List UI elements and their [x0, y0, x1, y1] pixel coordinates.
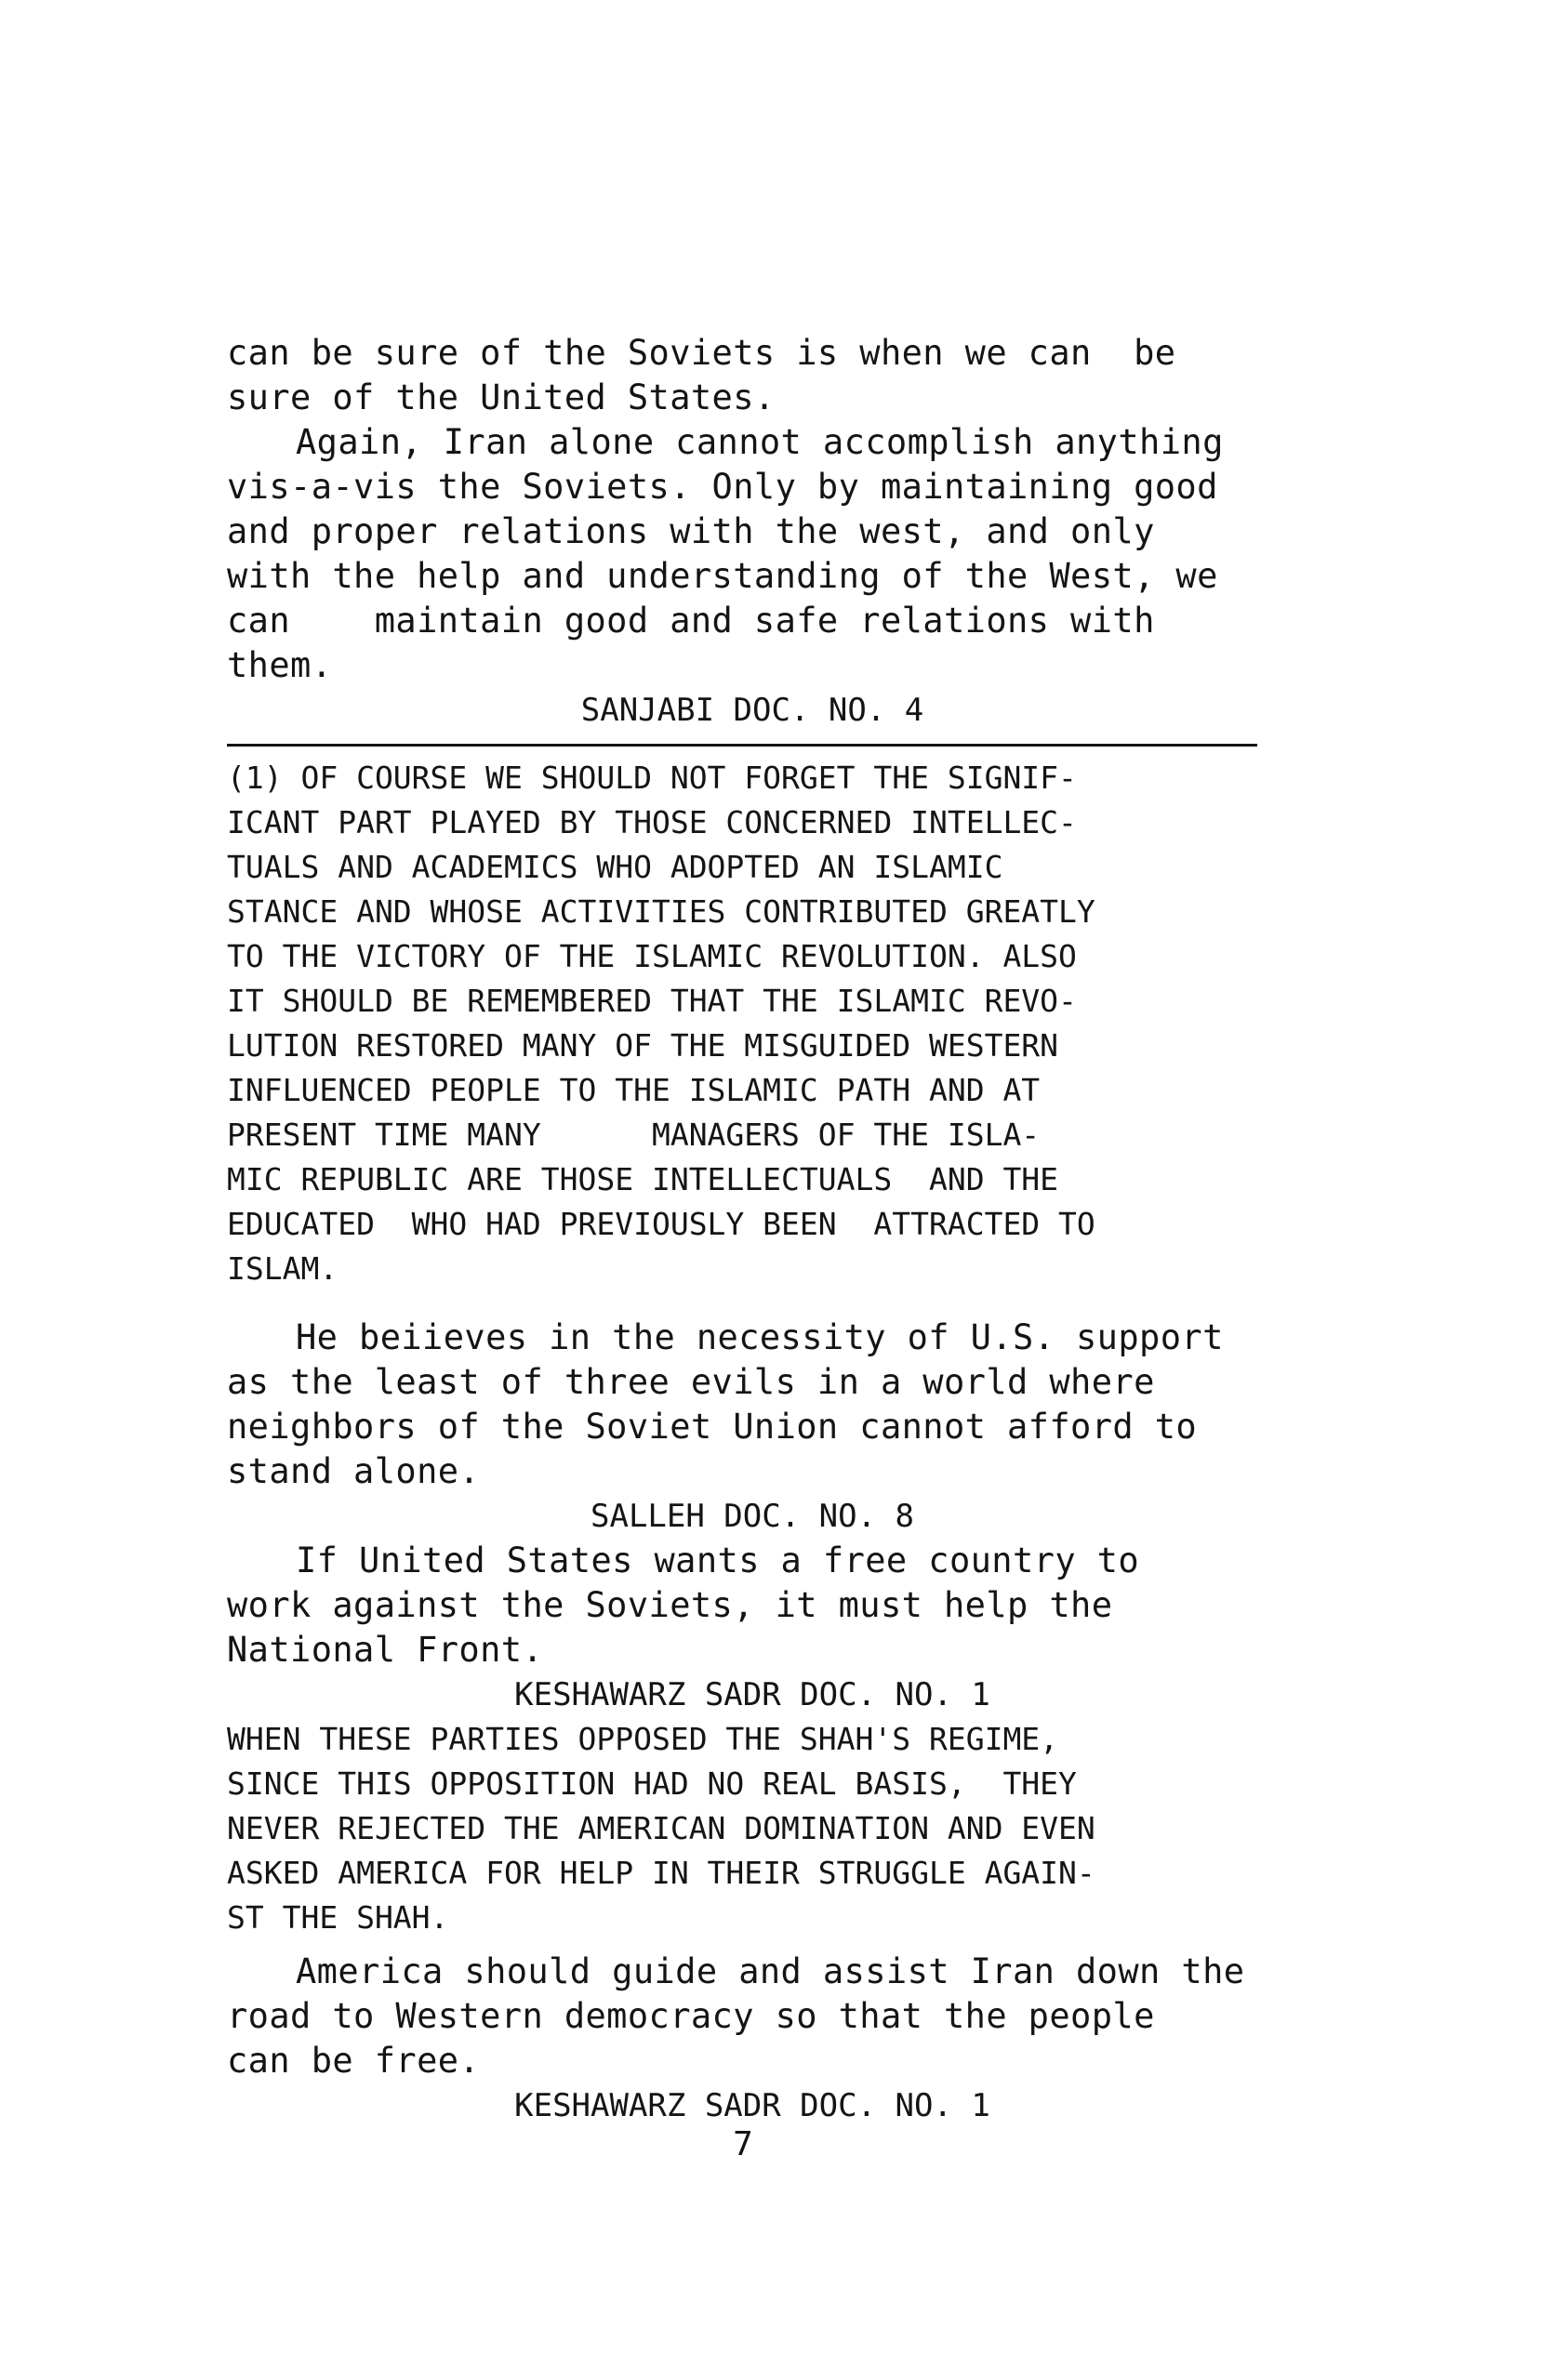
quote-line: NEVER REJECTED THE AMERICAN DOMINATION AND EVEN: [227, 1810, 1095, 1846]
document-page: [227, 331, 1278, 2165]
citation-sanjabi: SANJABI DOC. NO. 4: [580, 692, 924, 729]
footnote-line: MIC REPUBLIC ARE THOSE INTELLECTUALS AND THE: [227, 1161, 1059, 1197]
footnote-line: STANCE AND WHOSE ACTIVITIES CONTRIBUTED GREATLY: [227, 893, 1095, 930]
footnote-block: [227, 756, 1278, 1291]
caps-quote-block: [227, 1717, 1278, 1940]
paragraph-iran-alone: [227, 420, 1278, 688]
text-line: If United States wants a free country to: [296, 1540, 1140, 1580]
text-line: can be free.: [227, 2041, 481, 2081]
text-line: neighbors of the Soviet Union cannot afford to: [227, 1407, 1198, 1447]
text-line: road to Western democracy so that the people: [227, 1996, 1155, 2036]
paragraph-national-front: [227, 1539, 1278, 1673]
footnote-line: INFLUENCED PEOPLE TO THE ISLAMIC PATH AND AT: [227, 1072, 1041, 1108]
text-line: Again, Iran alone cannot accomplish anything: [296, 422, 1224, 462]
paragraph-continuation: [227, 331, 1278, 420]
text-line: with the help and understanding of the West, we: [227, 556, 1218, 596]
text-line: He beiieves in the necessity of U.S. support: [296, 1317, 1224, 1357]
footnote-line: TUALS AND ACADEMICS WHO ADOPTED AN ISLAMIC: [227, 849, 1003, 885]
text-line: can maintain good and safe relations with: [227, 601, 1155, 641]
footnote-line: (1) OF COURSE WE SHOULD NOT FORGET THE SIGNIF-: [227, 760, 1077, 796]
text-line: America should guide and assist Iran down the: [296, 1951, 1245, 1991]
text-line: stand alone.: [227, 1451, 481, 1491]
quote-line: ST THE SHAH.: [227, 1899, 449, 1936]
text-line: sure of the United States.: [227, 377, 776, 417]
quote-line: WHEN THESE PARTIES OPPOSED THE SHAH'S REGIME,: [227, 1721, 1059, 1757]
citation-keshawarz-sadr-1: KESHAWARZ SADR DOC. NO. 1: [514, 1676, 990, 1713]
text-line: vis-a-vis the Soviets. Only by maintaining good: [227, 467, 1218, 507]
text-line: work against the Soviets, it must help the: [227, 1585, 1113, 1625]
footnote-divider: [227, 744, 1257, 747]
quote-line: SINCE THIS OPPOSITION HAD NO REAL BASIS, THEY: [227, 1765, 1077, 1802]
footnote-line: ISLAM.: [227, 1250, 338, 1287]
citation-salleh: SALLEH DOC. NO. 8: [591, 1498, 914, 1535]
text-line: them.: [227, 645, 333, 685]
footnote-line: ICANT PART PLAYED BY THOSE CONCERNED INTELLEC-: [227, 804, 1077, 840]
footnote-line: TO THE VICTORY OF THE ISLAMIC REVOLUTION. ALSO: [227, 938, 1077, 974]
quote-line: ASKED AMERICA FOR HELP IN THEIR STRUGGLE AGAIN-: [227, 1855, 1095, 1891]
text-line: and proper relations with the west, and only: [227, 511, 1155, 551]
text-line: can be sure of the Soviets is when we can be: [227, 333, 1176, 373]
paragraph-western-democracy: [227, 1950, 1278, 2083]
text-line: National Front.: [227, 1630, 544, 1670]
paragraph-us-support: [227, 1316, 1278, 1494]
footnote-line: PRESENT TIME MANY MANAGERS OF THE ISLA-: [227, 1117, 1041, 1153]
citation-keshawarz-sadr-2: KESHAWARZ SADR DOC. NO. 1: [514, 2087, 990, 2124]
page-number: 7: [733, 2125, 753, 2163]
footnote-line: IT SHOULD BE REMEMBERED THAT THE ISLAMIC REVO-: [227, 983, 1077, 1019]
footnote-line: LUTION RESTORED MANY OF THE MISGUIDED WESTERN: [227, 1027, 1059, 1064]
text-line: as the least of three evils in a world where: [227, 1362, 1155, 1402]
footnote-line: EDUCATED WHO HAD PREVIOUSLY BEEN ATTRACTED TO: [227, 1206, 1095, 1242]
